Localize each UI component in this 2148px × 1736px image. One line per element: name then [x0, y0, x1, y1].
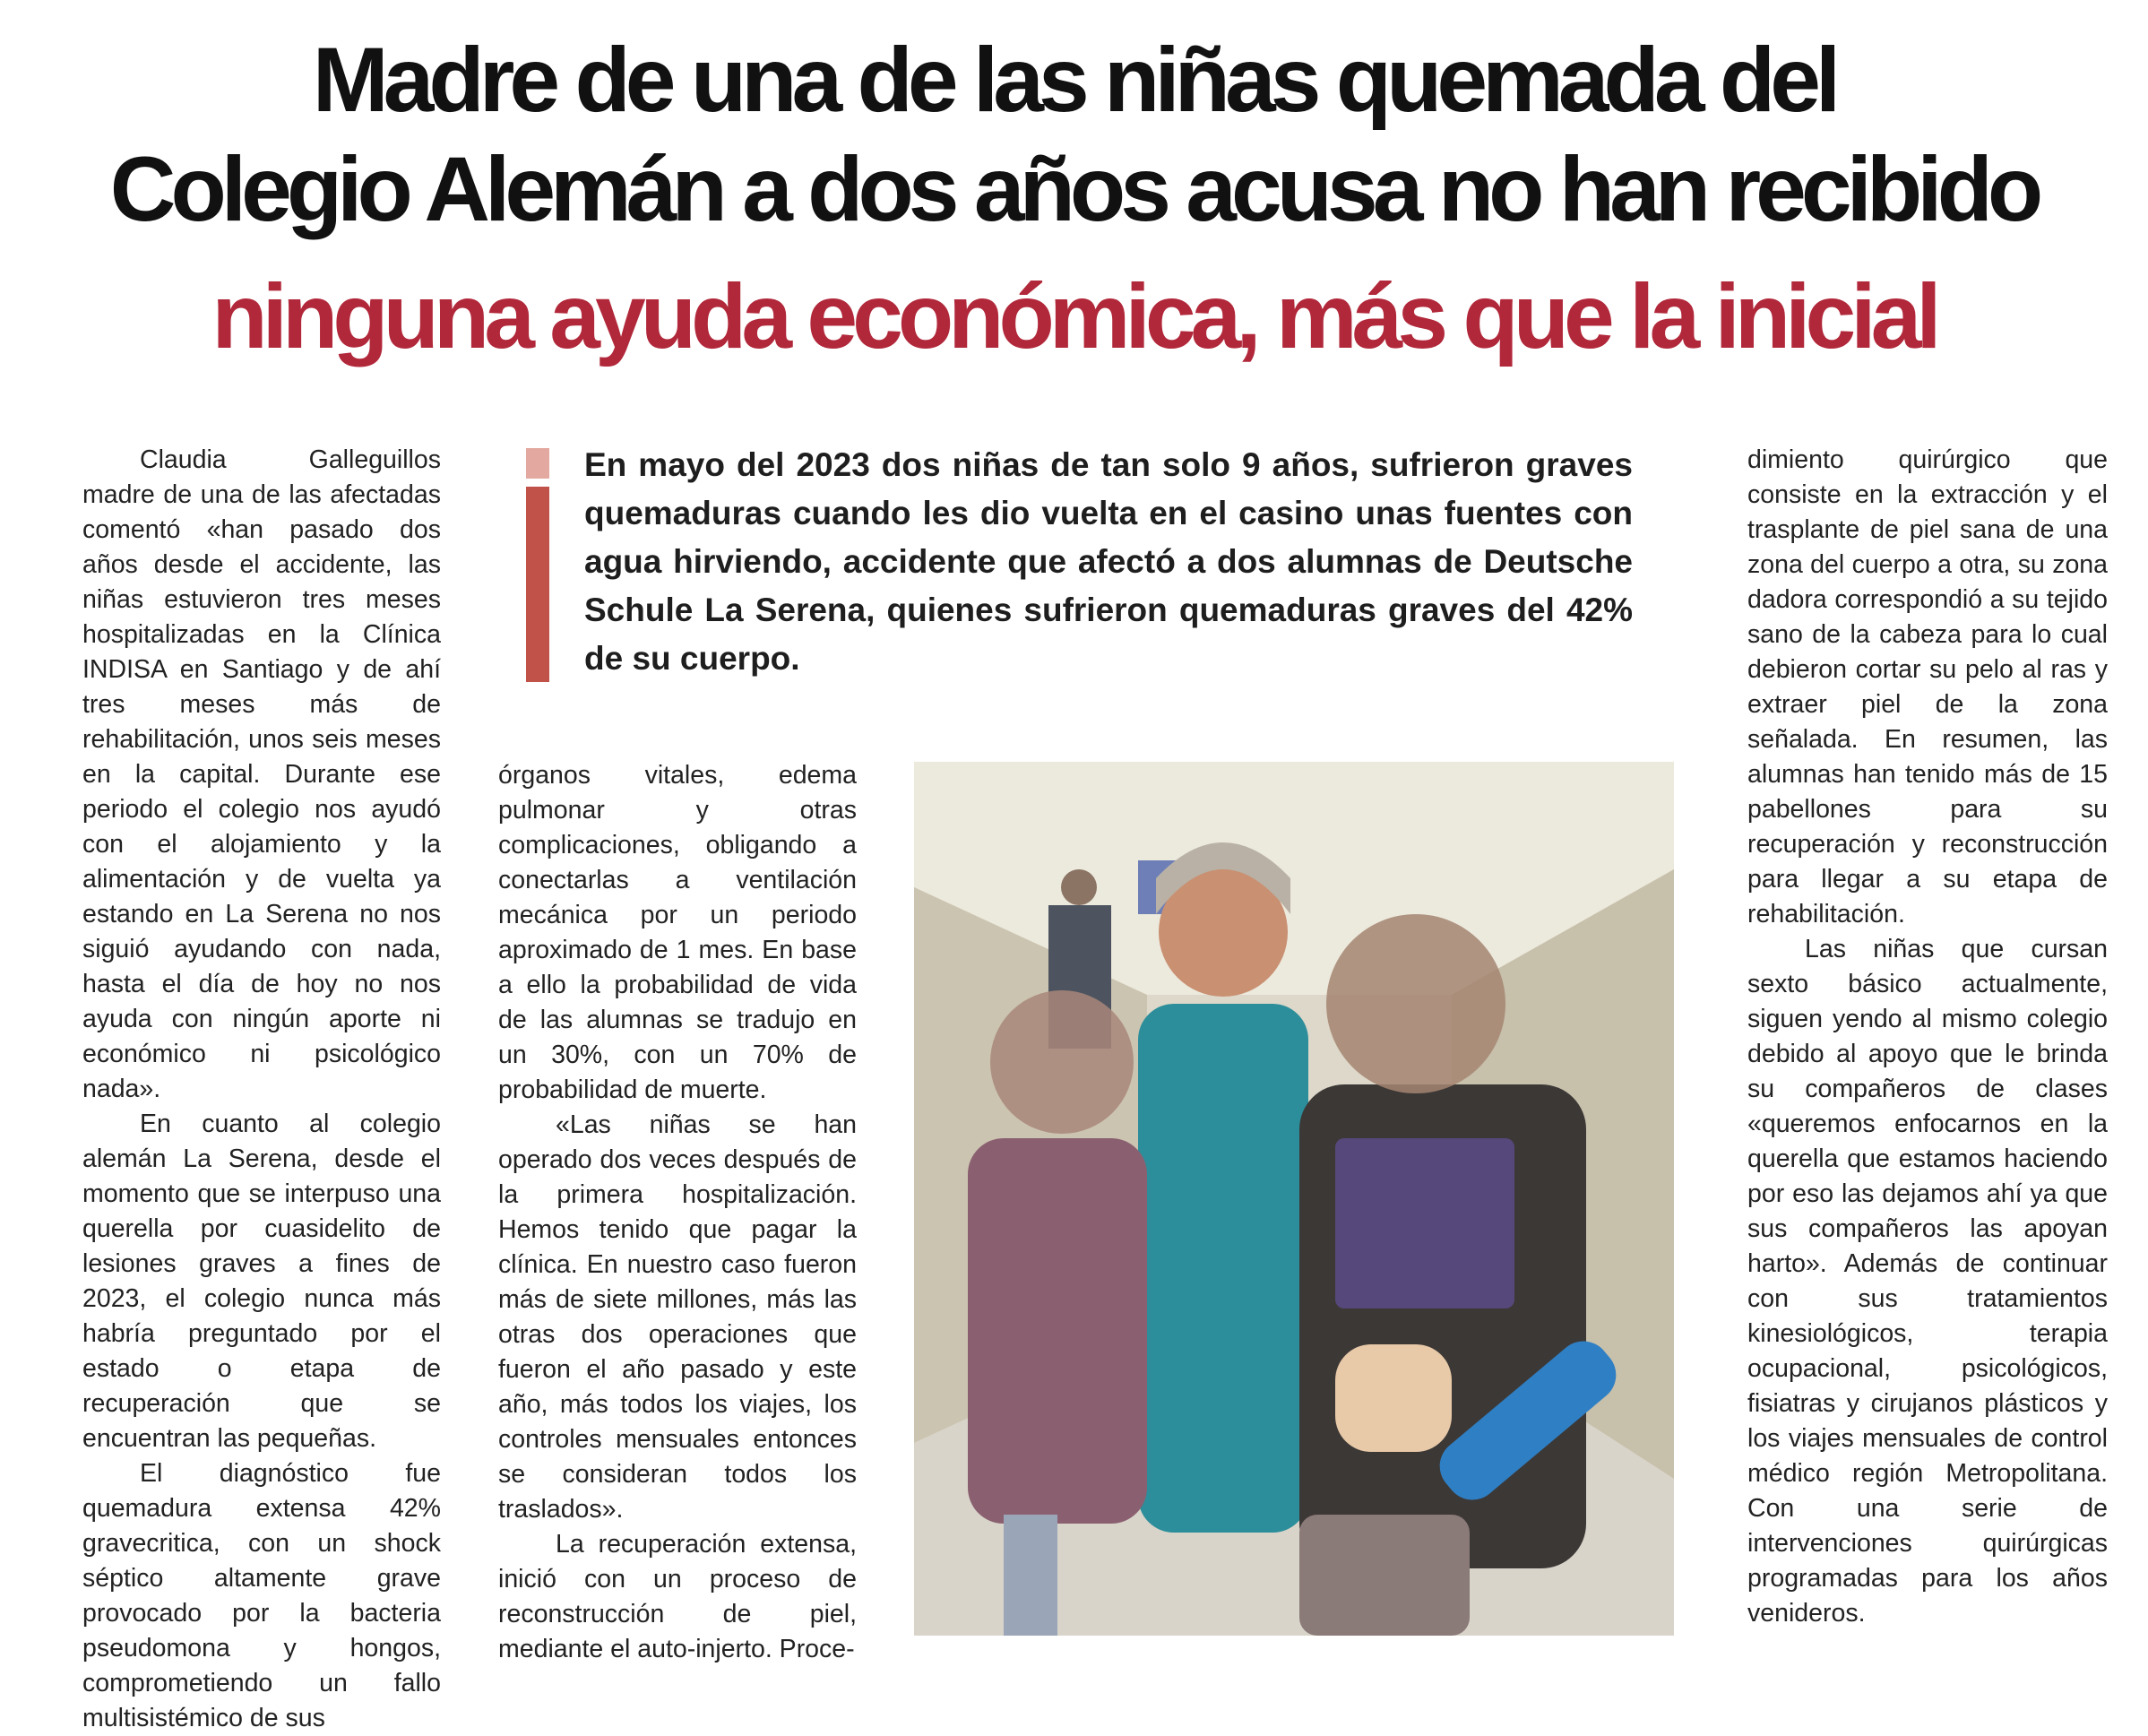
- headline-line-1: Madre de una de las niñas quemada del: [312, 29, 1836, 131]
- headline-line-3: ninguna ayuda económica, más que la inicial: [211, 265, 1937, 367]
- lead-paragraph: En mayo del 2023 dos niñas de tan solo 9 años, sufrieron graves quemaduras cuando les dio vuelta en el casino unas fuentes con agua hirviendo, accidente que afectó a dos alumnas de Deutsche Schule La Serena, quienes sufrieron quemaduras graves del 42% de su cuerpo.: [584, 446, 1633, 677]
- handbag: [1299, 1515, 1470, 1636]
- paragraph: «Las niñas se han operado dos veces después de la primera hospitalización. Hemos tenido que pagar la clínica. En nuestro caso fueron más de siete millones, más las otras dos operaciones que fueron el año pasado y este año, más todos los viajes, los controles mensuales entonces se consideran todos los traslados».: [498, 1110, 857, 1524]
- article-column-1: [82, 443, 441, 1736]
- headline-line-2: Colegio Alemán a dos años acusa no han recibido: [109, 138, 2039, 240]
- paragraph: En cuanto al colegio alemán La Serena, desde el momento que se interpuso una querella por cuasidelito de lesiones graves a fines de 2023, el colegio nunca más habría preguntado por el estado o etapa de recuperación que se encuentran las pequeñas.: [82, 1110, 441, 1453]
- child-right-face-blurred: [1326, 914, 1505, 1093]
- child-left-jacket: [968, 1138, 1147, 1524]
- photo-illustration: [914, 762, 1674, 1636]
- paragraph: El diagnóstico fue quemadura extensa 42% gravecritica, con un shock séptico altamente grave provocado por la bacteria pseudomona y hongos, comprometiendo un fallo multisistémico de sus: [82, 1459, 441, 1732]
- child-left-face-blurred: [990, 990, 1134, 1134]
- paragraph: Las niñas que cursan sexto básico actualmente, siguen yendo al mismo colegio debido al apoyo que le brinda su compañeros de clases «queremos enfocarnos en la querella que estamos haciendo por eso las dejamos ahí ya que sus compañeros las apoyan harto». Además de continuar con sus tratamientos kinesiológicos, terapia ocupacional, psicológicos, fisiatras y cirujanos plásticos y los viajes mensuales de control médico región Metropolitana. Con una serie de intervenciones quirúrgicas programadas para los años venideros.: [1747, 935, 2108, 1628]
- child-left-legs: [1004, 1515, 1057, 1636]
- background-person-head: [1061, 869, 1097, 905]
- lead-accent-bar-top: [526, 448, 549, 479]
- paragraph: órganos vitales, edema pulmonar y otras complicaciones, obligando a conectarlas a ventilación mecánica por un periodo aproximado de 1 mes. En base a ello la probabilidad de vida de las alumnas se tradujo en un 30%, con un 70% de probabilidad de muerte.: [498, 761, 857, 1104]
- paragraph: dimiento quirúrgico que consiste en la extracción y el trasplante de piel sana de una zona del cuerpo a otra, su zona dadora correspondió a su tejido sano de la cabeza para lo cual debieron cortar su pelo al ras y extraer piel de la zona señalada. En resumen, las alumnas han tenido más de 15 pabellones para su recuperación y reconstrucción para llegar a su etapa de rehabilitación.: [1747, 445, 2108, 928]
- shirt-print: [1335, 1138, 1514, 1308]
- arm-compression-sleeve: [1335, 1344, 1452, 1452]
- paragraph: La recuperación extensa, inició con un proceso de reconstrucción de piel, mediante el auto-injerto. Proce-: [498, 1530, 857, 1663]
- lead-accent-bar: [526, 487, 549, 682]
- paragraph: Claudia Galleguillos madre de una de las afectadas comentó «han pasado dos años desde el accidente, las niñas estuvieron tres meses hospitalizadas en la Clínica INDISA en Santiago y de ahí tres meses más de rehabilitación, unos seis meses en la capital. Durante ese periodo el colegio nos ayudó con el alojamiento y la alimentación y de vuelta ya estando en La Serena no nos siguió ayudando con nada, hasta el día de hoy no nos ayuda con ningún aporte ni económico ni psicológico nada».: [82, 445, 441, 1103]
- article-photo: [914, 762, 1674, 1636]
- article-column-3: [1747, 443, 2108, 1631]
- article-column-2: [498, 758, 857, 1667]
- nurse-scrubs: [1138, 1004, 1308, 1533]
